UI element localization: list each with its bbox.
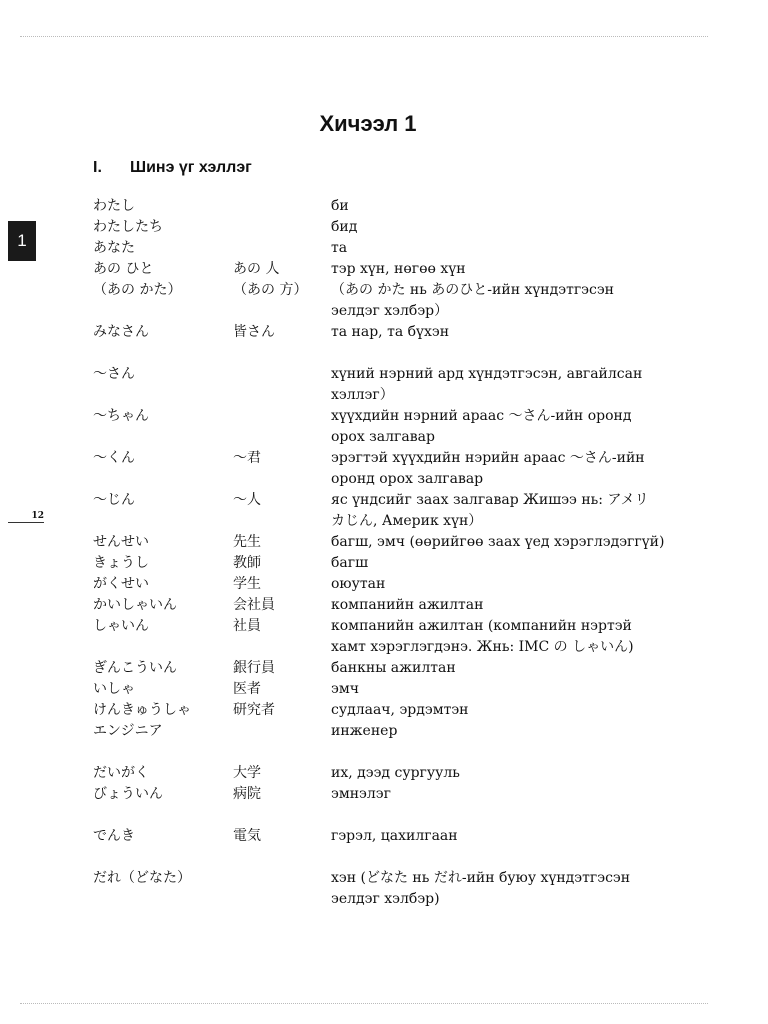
- vocab-meaning: [331, 784, 651, 805]
- vocab-kana: あの ひと: [93, 261, 154, 277]
- vocab-kana: ～ちゃん: [93, 408, 149, 424]
- vocab-meaning: [331, 700, 651, 721]
- vocab-kana: ぎんこういん: [93, 660, 177, 676]
- vocab-kana: がくせい: [93, 576, 149, 592]
- vocab-kana: あなた: [93, 240, 135, 256]
- vocab-meaning-line: та: [331, 240, 348, 256]
- vocab-meaning: [331, 553, 651, 574]
- vocab-meaning-line: компанийн ажилтан (компанийн нэртэй: [331, 618, 632, 634]
- vocab-kanji: 先生: [233, 534, 261, 550]
- vocab-meaning-line: та нар, та бүхэн: [331, 324, 450, 340]
- vocab-kana: せんせい: [93, 534, 149, 550]
- vocab-meaning-line: орох залгавар: [331, 429, 435, 445]
- vocab-meaning-line: яс үндсийг заах залгавар Жишээ нь: アメリ: [331, 492, 649, 508]
- vocab-meaning-line: судлаач, эрдэмтэн: [331, 702, 469, 718]
- vocab-meaning: [331, 595, 651, 616]
- vocab-kanji: 研究者: [233, 702, 275, 718]
- chapter-tab: 1: [8, 221, 36, 261]
- vocab-kana: わたしたち: [93, 219, 163, 235]
- page-number: 12: [8, 511, 44, 523]
- vocab-meaning-line: хүүхдийн нэрний араас ～さん-ийн оронд: [331, 408, 632, 424]
- vocab-meaning-line: хэллэг）: [331, 387, 394, 403]
- vocab-meaning-line: эмнэлэг: [331, 786, 391, 802]
- vocab-kana: けんきゅうしゃ: [93, 702, 191, 718]
- vocab-kana: かいしゃいん: [93, 597, 177, 613]
- vocab-meaning: [331, 826, 651, 847]
- vocab-meaning: [331, 574, 651, 595]
- vocab-meaning: [331, 406, 651, 448]
- vocab-meaning-line: カじん, Америк хүн）: [331, 513, 483, 529]
- vocab-kanji: 病院: [233, 786, 261, 802]
- vocab-kanji: （あの 方）: [233, 282, 308, 298]
- vocab-kana: エンジニア: [93, 723, 163, 739]
- vocab-meaning: [331, 763, 651, 784]
- section-title: Шинэ үг хэллэг: [130, 159, 252, 176]
- vocab-meaning-line: багш: [331, 555, 369, 571]
- vocab-meaning-line: хамт хэрэглэгдэнэ. Жнь: IMC の しゃいん): [331, 639, 634, 655]
- scan-noise-top: [20, 36, 708, 38]
- vocab-kana: でんき: [93, 828, 135, 844]
- vocab-meaning: [331, 868, 651, 910]
- vocab-kanji: 医者: [233, 681, 261, 697]
- vocab-meaning: [331, 532, 665, 553]
- vocab-meaning-line: компанийн ажилтан: [331, 597, 484, 613]
- vocab-meaning: [331, 322, 651, 343]
- vocab-meaning-line: оронд орох залгавар: [331, 471, 484, 487]
- vocab-kanji: 社員: [233, 618, 261, 634]
- vocab-meaning-line: банкны ажилтан: [331, 660, 456, 676]
- vocab-meaning-line: эелдэг хэлбэр): [331, 891, 440, 907]
- vocab-meaning-line: эмч: [331, 681, 359, 697]
- vocab-kana: ～じん: [93, 492, 135, 508]
- vocab-meaning: [331, 490, 651, 532]
- section-heading: [93, 159, 252, 177]
- vocab-meaning: [331, 259, 651, 280]
- vocab-kana: だれ（どなた）: [93, 870, 191, 886]
- vocab-meaning: [331, 721, 651, 742]
- vocab-meaning-line: их, дээд сургууль: [331, 765, 460, 781]
- vocab-kanji: 学生: [233, 576, 261, 592]
- vocab-kana: だいがく: [93, 765, 149, 781]
- vocab-kana: ～くん: [93, 450, 135, 466]
- vocab-meaning: [331, 217, 651, 238]
- vocab-meaning: [331, 679, 651, 700]
- vocab-kanji: 教師: [233, 555, 261, 571]
- vocab-kana: しゃいん: [93, 618, 149, 634]
- vocab-meaning-line: би: [331, 198, 349, 214]
- vocab-meaning-line: эелдэг хэлбэр）: [331, 303, 449, 319]
- vocab-meaning: [331, 280, 651, 322]
- vocab-kanji: 銀行員: [233, 660, 275, 676]
- scan-noise-bottom: [20, 1003, 708, 1005]
- vocab-kanji: ～君: [233, 450, 261, 466]
- vocab-kana: いしゃ: [93, 681, 135, 697]
- vocab-meaning-line: （あの かた нь あのひと-ийн хүндэтгэсэн: [331, 282, 615, 298]
- vocab-kana: みなさん: [93, 324, 149, 340]
- vocab-meaning-line: бид: [331, 219, 358, 235]
- section-number: I.: [93, 159, 102, 176]
- vocab-kana: きょうし: [93, 555, 149, 571]
- vocab-meaning: [331, 196, 651, 217]
- vocab-meaning: [331, 658, 651, 679]
- vocab-kanji: 電気: [233, 828, 261, 844]
- vocab-kanji: 会社員: [233, 597, 275, 613]
- vocab-meaning: [331, 238, 651, 259]
- vocab-kana: （あの かた）: [93, 282, 182, 298]
- vocab-meaning-line: эрэгтэй хүүхдийн нэрийн араас ～さん-ийн: [331, 450, 645, 466]
- vocab-meaning-line: тэр хүн, нөгөө хүн: [331, 261, 466, 277]
- vocab-kanji: 大学: [233, 765, 261, 781]
- vocab-meaning-line: оюутан: [331, 576, 386, 592]
- vocab-meaning-line: хэн (どなた нь だれ-ийн буюу хүндэтгэсэн: [331, 870, 631, 886]
- vocab-meaning: [331, 364, 651, 406]
- vocab-kana: ～さん: [93, 366, 135, 382]
- vocab-meaning-line: инженер: [331, 723, 398, 739]
- vocab-meaning-line: гэрэл, цахилгаан: [331, 828, 458, 844]
- vocab-kanji: あの 人: [233, 261, 280, 277]
- vocab-meaning: [331, 616, 651, 658]
- page-title: Хичээл 1: [319, 111, 417, 136]
- vocab-meaning-line: хүний нэрний ард хүндэтгэсэн, авгайлсан: [331, 366, 643, 382]
- vocab-kanji: 皆さん: [233, 324, 275, 340]
- vocab-kana: わたし: [93, 198, 135, 214]
- vocab-kanji: ～人: [233, 492, 261, 508]
- vocab-kana: びょういん: [93, 786, 163, 802]
- vocab-meaning-line: багш, эмч (өөрийгөө заах үед хэрэглэдэггүй): [331, 534, 665, 550]
- vocab-meaning: [331, 448, 651, 490]
